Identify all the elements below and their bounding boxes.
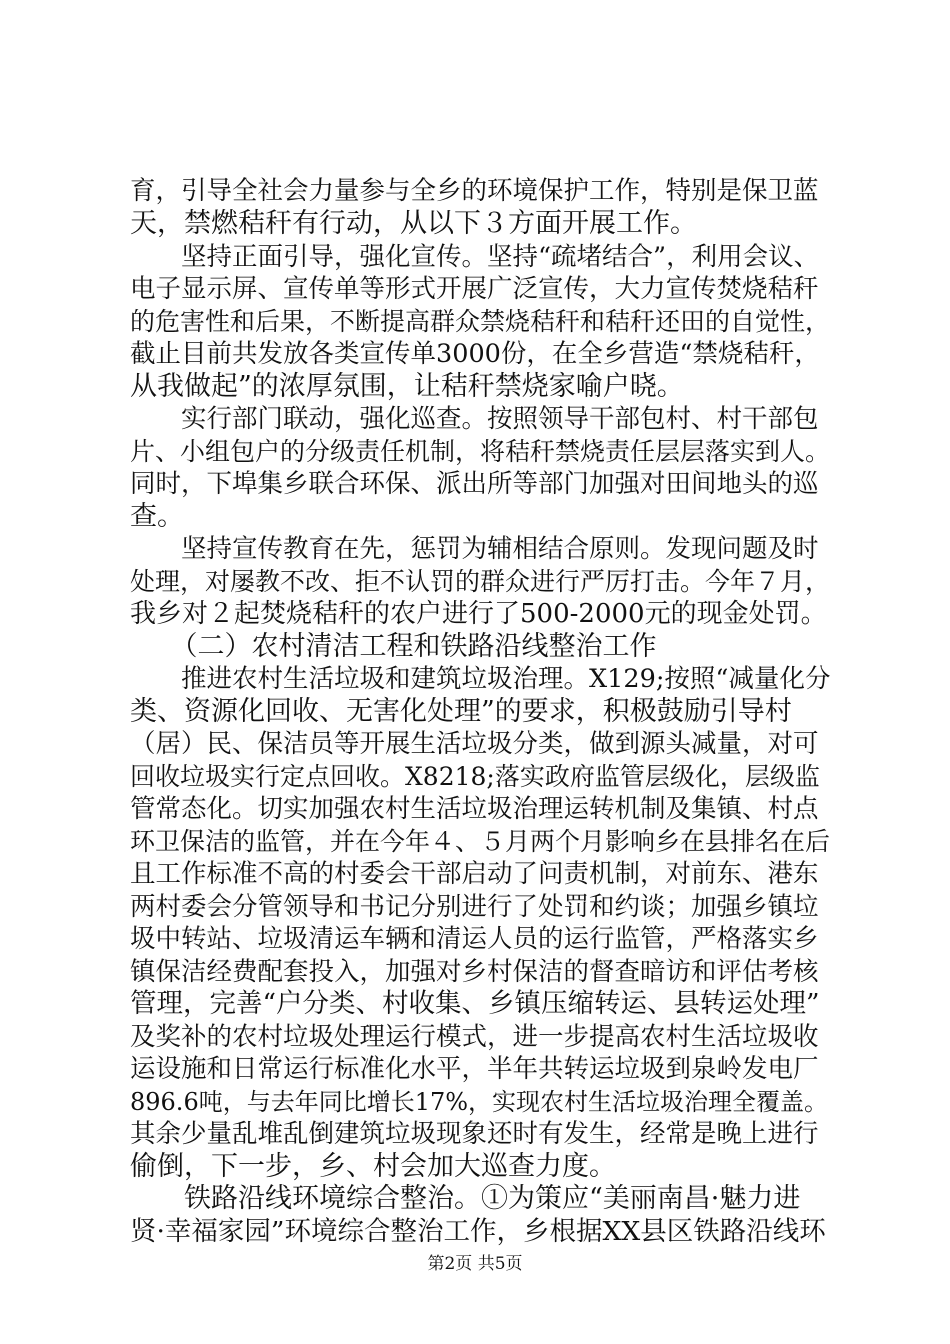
text-line: 查。 <box>130 501 184 532</box>
text-line: 从我做起”的浓厚氛围，让秸秆禁烧家喻户晓。 <box>130 371 684 402</box>
text-line: 环卫保洁的监管，并在今年４、５月两个月影响乡在县排名在后 <box>130 827 830 856</box>
text-line: 推进农村生活垃圾和建筑垃圾治理。X129;按照“减量化分 <box>130 664 830 694</box>
section-heading: （二）农村清洁工程和铁路沿线整治工作 <box>130 631 657 662</box>
text-line: 运设施和日常运行标准化水平，半年共转运垃圾到泉岭发电厂 <box>130 1054 819 1084</box>
text-line: 处理，对屡教不改、拒不认罚的群众进行严厉打击。今年７月， <box>130 567 830 596</box>
text-line: 镇保洁经费配套投入，加强对乡村保洁的督查暗访和评估考核 <box>130 957 819 987</box>
text-line: 的危害性和后果，不断提高群众禁烧秸秆和秸秆还田的自觉性， <box>130 307 830 336</box>
text-line: 贤·幸福家园”环境综合整治工作，乡根据XX县区铁路沿线环 <box>130 1216 826 1247</box>
text-line: 两村委会分管领导和书记分别进行了处罚和约谈；加强乡镇垃 <box>130 892 819 922</box>
text-line: 回收垃圾实行定点回收。X8218;落实政府监管层级化，层级监 <box>130 762 820 791</box>
text-line: 我乡对２起焚烧秸秆的农户进行了500-2000元的现金处罚。 <box>130 599 827 629</box>
text-line: 天，禁燃秸秆有行动，从以下３方面开展工作。 <box>130 208 697 239</box>
text-line: 实行部门联动，强化巡查。按照领导干部包村、村干部包 <box>130 404 819 434</box>
text-line: 育，引导全社会力量参与全乡的环境保护工作，特别是保卫蓝 <box>130 176 819 206</box>
text-line: 及奖补的农村垃圾处理运行模式，进一步提高农村生活垃圾收 <box>130 1022 819 1052</box>
text-line: 截止目前共发放各类宣传单3000份，在全乡营造“禁烧秸秆， <box>130 339 820 369</box>
text-line: 类、资源化回收、无害化处理”的要求，积极鼓励引导村 <box>130 696 792 727</box>
text-line: 896.6吨，与去年同比增长17%，实现农村生活垃圾治理全覆盖。 <box>130 1088 829 1116</box>
text-line: 同时，下埠集乡联合环保、派出所等部门加强对田间地头的巡 <box>130 469 819 499</box>
text-line: 管理，完善“户分类、村收集、乡镇压缩转运、县转运处理” <box>130 988 820 1019</box>
text-line: （居）民、保洁员等开展生活垃圾分类，做到源头减量，对可 <box>130 729 819 759</box>
text-line: 圾中转站、垃圾清运车辆和清运人员的运行监管，严格落实乡 <box>130 924 819 954</box>
text-line: 坚持宣传教育在先，惩罚为辅相结合原则。发现问题及时 <box>130 534 819 564</box>
text-line: 管常态化。切实加强农村生活垃圾治理运转机制及集镇、村点 <box>130 794 819 824</box>
text-line: 坚持正面引导，强化宣传。坚持“疏堵结合”，利用会议、 <box>130 242 820 272</box>
page-number-footer: 第2页 共5页 <box>427 1254 523 1274</box>
text-line: 片、小组包户的分级责任机制，将秸秆禁烧责任层层落实到人。 <box>130 437 830 466</box>
text-line: 偷倒，下一步，乡、村会加大巡查力度。 <box>130 1151 616 1182</box>
text-line: 电子显示屏、宣传单等形式开展广泛宣传，大力宣传焚烧秸秆 <box>130 274 819 304</box>
text-line: 铁路沿线环境综合整治。①为策应“美丽南昌·魅力进 <box>130 1183 801 1214</box>
text-line: 且工作标准不高的村委会干部启动了问责机制，对前东、港东 <box>130 859 819 889</box>
text-line: 其余少量乱堆乱倒建筑垃圾现象还时有发生，经常是晚上进行 <box>130 1119 819 1149</box>
